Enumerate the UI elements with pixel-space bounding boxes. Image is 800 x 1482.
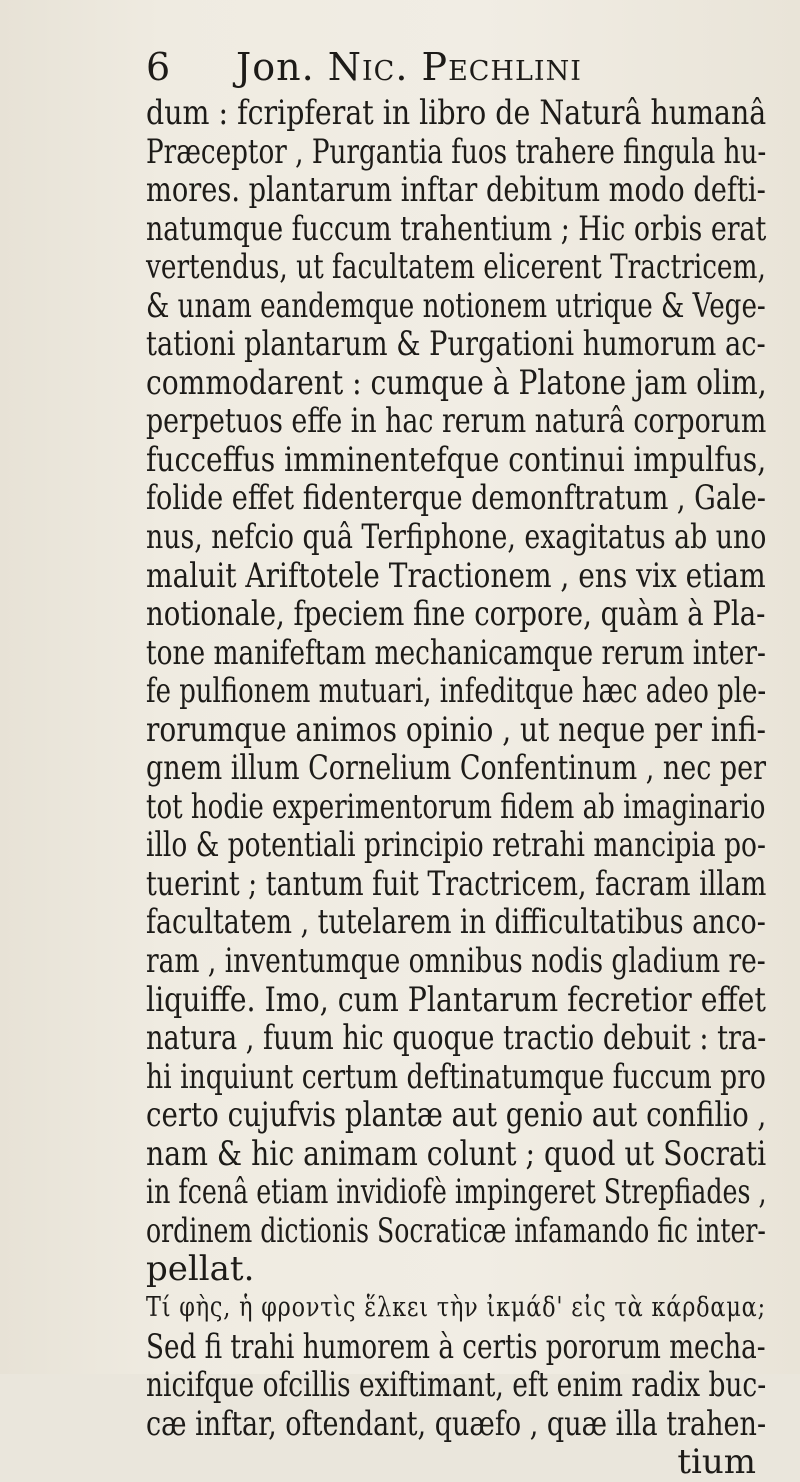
- text-line: natumque fuccum trahentium ; Hic orbis erat: [146, 208, 767, 249]
- running-head-author-rest: Nic. Pechlini: [327, 45, 582, 89]
- text-line: hi inquiunt certum deftinatumque fuccum pro: [146, 1056, 766, 1097]
- text-line: rorumque animos opinio , ut neque per infi-: [146, 709, 767, 750]
- text-line: vertendus, ut facultatem elicerent Tractricem,: [146, 247, 766, 288]
- text-line: commodarent : cumque à Platone jam olim,: [146, 362, 767, 403]
- catchword: tium: [677, 1442, 756, 1482]
- text-line: fucceffus imminentefque continui impulfus,: [146, 439, 767, 480]
- text-line: ram , inventumque omnibus nodis gladium re-: [146, 941, 766, 982]
- text-line: pellat.: [146, 1249, 255, 1290]
- running-head-author-first: Jon.: [236, 45, 315, 89]
- text-line: notionale, fpeciem fine corpore, quàm à Pla-: [146, 594, 766, 635]
- text-line: liquiffe. Imo, cum Plantarum fecretior effet: [146, 979, 766, 1020]
- text-line: facultatem , tutelarem in difficultatibus anco-: [146, 902, 766, 943]
- text-line: cæ inftar, oftendant, quæfo , quæ illa trahen-: [146, 1403, 767, 1444]
- text-line: dum : fcripferat in libro de Naturâ humanâ: [146, 93, 767, 133]
- running-head: [236, 42, 582, 92]
- text-line: nicifque ofcillis exiftimant, eft enim radix buc-: [146, 1365, 767, 1406]
- text-line: natura , fuum hic quoque tractio debuit : tra-: [146, 1018, 767, 1059]
- text-line: & unam eandemque notionem utrique & Vege-: [146, 285, 766, 326]
- text-line: tationi plantarum & Purgationi humorum ac-: [146, 324, 766, 365]
- text-line: gnem illum Cornelium Confentinum , nec per: [146, 748, 767, 789]
- text-line: folide effet fidenterque demonftratum , Gale-: [146, 478, 766, 519]
- text-line: maluit Ariftotele Tractionem , ens vix etiam: [146, 555, 766, 596]
- text-line: Præceptor , Purgantia fuos trahere fingula hu-: [146, 131, 767, 172]
- text-line: illo & potentiali principio retrahi mancipia po-: [146, 825, 766, 866]
- text-line: certo cujufvis plantæ aut genio aut confilio ,: [146, 1095, 767, 1136]
- text-line: fe pulfionem mutuari, infeditque hæc adeo ple-: [146, 671, 767, 712]
- page-header: [146, 42, 706, 92]
- text-line: tot hodie experimentorum fidem ab imaginario: [146, 786, 766, 827]
- text-line: tuerint ; tantum fuit Tractricem, facram illam: [146, 863, 767, 904]
- text-line: perpetuos effe in hac rerum naturâ corporum: [146, 401, 767, 442]
- greek-quotation: Τί φὴς, ἡ φροντὶς ἕλκει τὴν ἰκμάδ' εἰς τὰ κάρδαμα;: [146, 1291, 766, 1323]
- body-text: [146, 94, 766, 1482]
- text-line: tone manifeftam mechanicamque rerum inter-: [146, 632, 766, 673]
- text-line: mores. plantarum inftar debitum modo defti-: [146, 170, 766, 211]
- page-number: 6: [146, 45, 171, 89]
- text-line: nam & hic animam colunt ; quod ut Socrati: [146, 1133, 767, 1174]
- text-line: in fcenâ etiam invidiofè impingeret Strepfiades ,: [146, 1172, 767, 1213]
- text-line: nus, nefcio quâ Terfiphone, exagitatus ab uno: [146, 517, 767, 558]
- text-line: ordinem dictionis Socraticæ infamando fic inter-: [146, 1210, 766, 1251]
- text-line: Sed fi trahi humorem à certis pororum mecha-: [146, 1326, 766, 1367]
